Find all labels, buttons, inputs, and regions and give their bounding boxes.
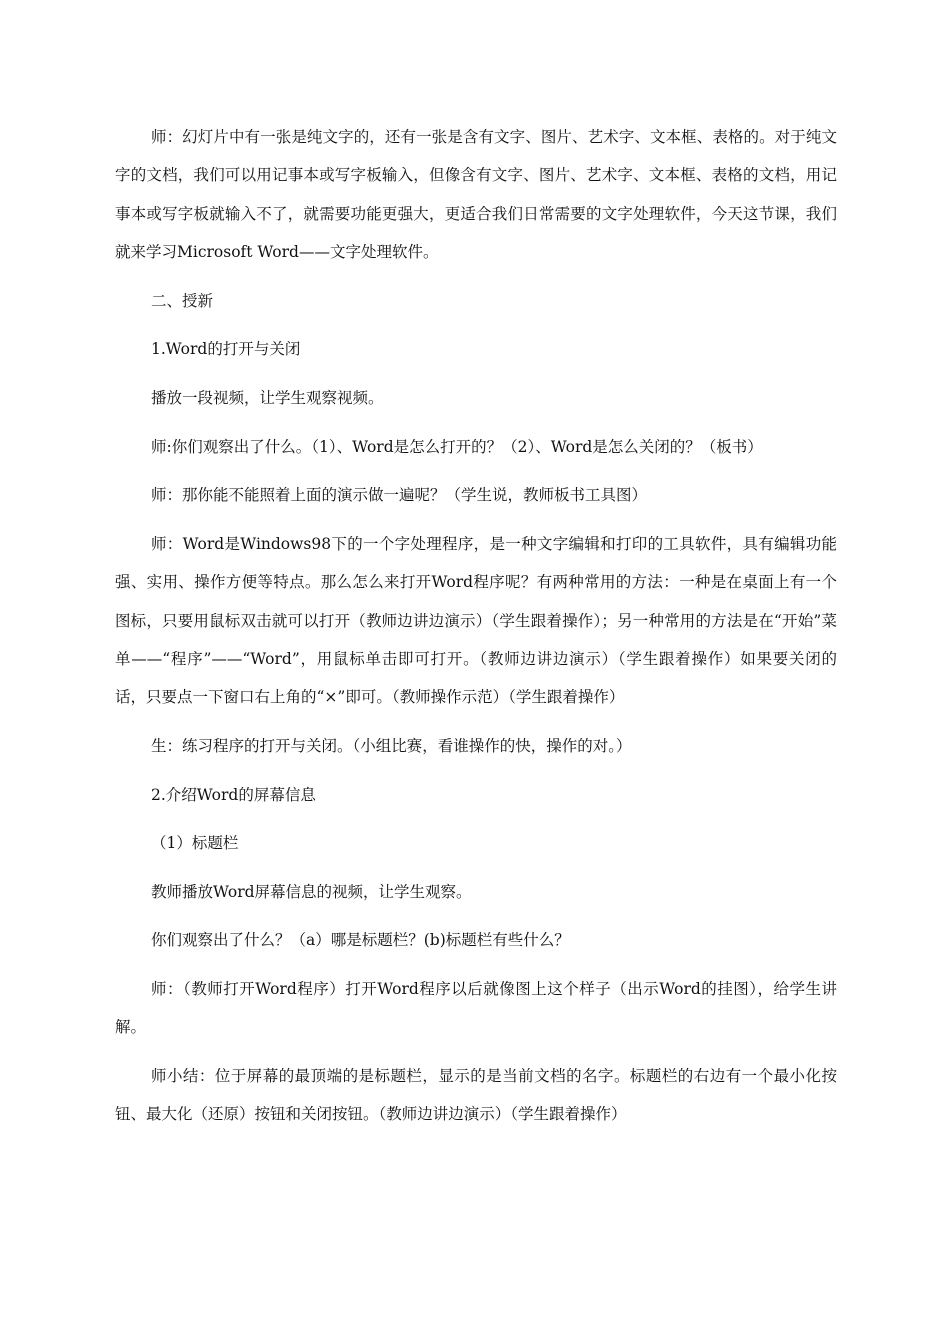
paragraph-observe-questions: 你们观察出了什么？（a）哪是标题栏？(b)标题栏有些什么？ bbox=[151, 931, 570, 950]
paragraph-teacher-open-word: 师：（教师打开Word程序）打开Word程序以后就像图上这个样子（出示Word的挂图），给学生讲解。 bbox=[115, 979, 837, 1037]
subheading-title-bar: （1）标题栏 bbox=[151, 834, 239, 853]
paragraph-word-explanation: 师：Word是Windows98下的一个字处理程序，是一种文字编辑和打印的工具软件，具有编辑功能强、实用、操作方便等特点。那么怎么来打开Word程序呢？有两种常用的方法：一种是在桌面上有一个图标，只要用鼠标双击就可以打开（教师边讲边演示）（学生跟着操作）；另一种常用的方法是在“开始”菜单——“程序”——“Word”，用鼠标单击即可打开。（教师边讲边演示）（学生跟着操作）如果要关闭的话，只要点一下窗口右上角的“×”即可。（教师操作示范）（学生跟着操作） bbox=[115, 534, 837, 707]
paragraph-screen-video: 教师播放Word屏幕信息的视频，让学生观察。 bbox=[151, 882, 472, 901]
paragraph-summary: 师小结：位于屏幕的最顶端的是标题栏，显示的是当前文档的名字。标题栏的右边有一个最小化按钮、最大化（还原）按钮和关闭按钮。（教师边讲边演示）（学生跟着操作） bbox=[115, 1066, 837, 1124]
section-heading-new-lesson: 二、授新 bbox=[151, 291, 214, 310]
paragraph-intro: 师：幻灯片中有一张是纯文字的，还有一张是含有文字、图片、艺术字、文本框、表格的。对于纯文字的文档，我们可以用记事本或写字板输入，但像含有文字、图片、艺术字、文本框、表格的文档，用记事本或写字板就输入不了，就需要功能更强大，更适合我们日常需要的文字处理软件，今天这节课，我们就来学习Microsoft Word——文字处理软件。 bbox=[115, 128, 837, 262]
paragraph-demo: 师：那你能不能照着上面的演示做一遍呢？（学生说，教师板书工具图） bbox=[151, 486, 648, 505]
paragraph-questions: 师:你们观察出了什么。（1）、Word是怎么打开的？（2）、Word是怎么关闭的？（板书） bbox=[151, 437, 763, 456]
document-body bbox=[115, 118, 837, 1144]
paragraph-play-video: 播放一段视频，让学生观察视频。 bbox=[151, 389, 384, 407]
paragraph-practice: 生：练习程序的打开与关闭。（小组比赛，看谁操作的快，操作的对。） bbox=[151, 737, 632, 755]
subheading-screen-info: 2.介绍Word的屏幕信息 bbox=[151, 785, 316, 804]
subheading-open-close: 1.Word的打开与关闭 bbox=[151, 340, 301, 359]
